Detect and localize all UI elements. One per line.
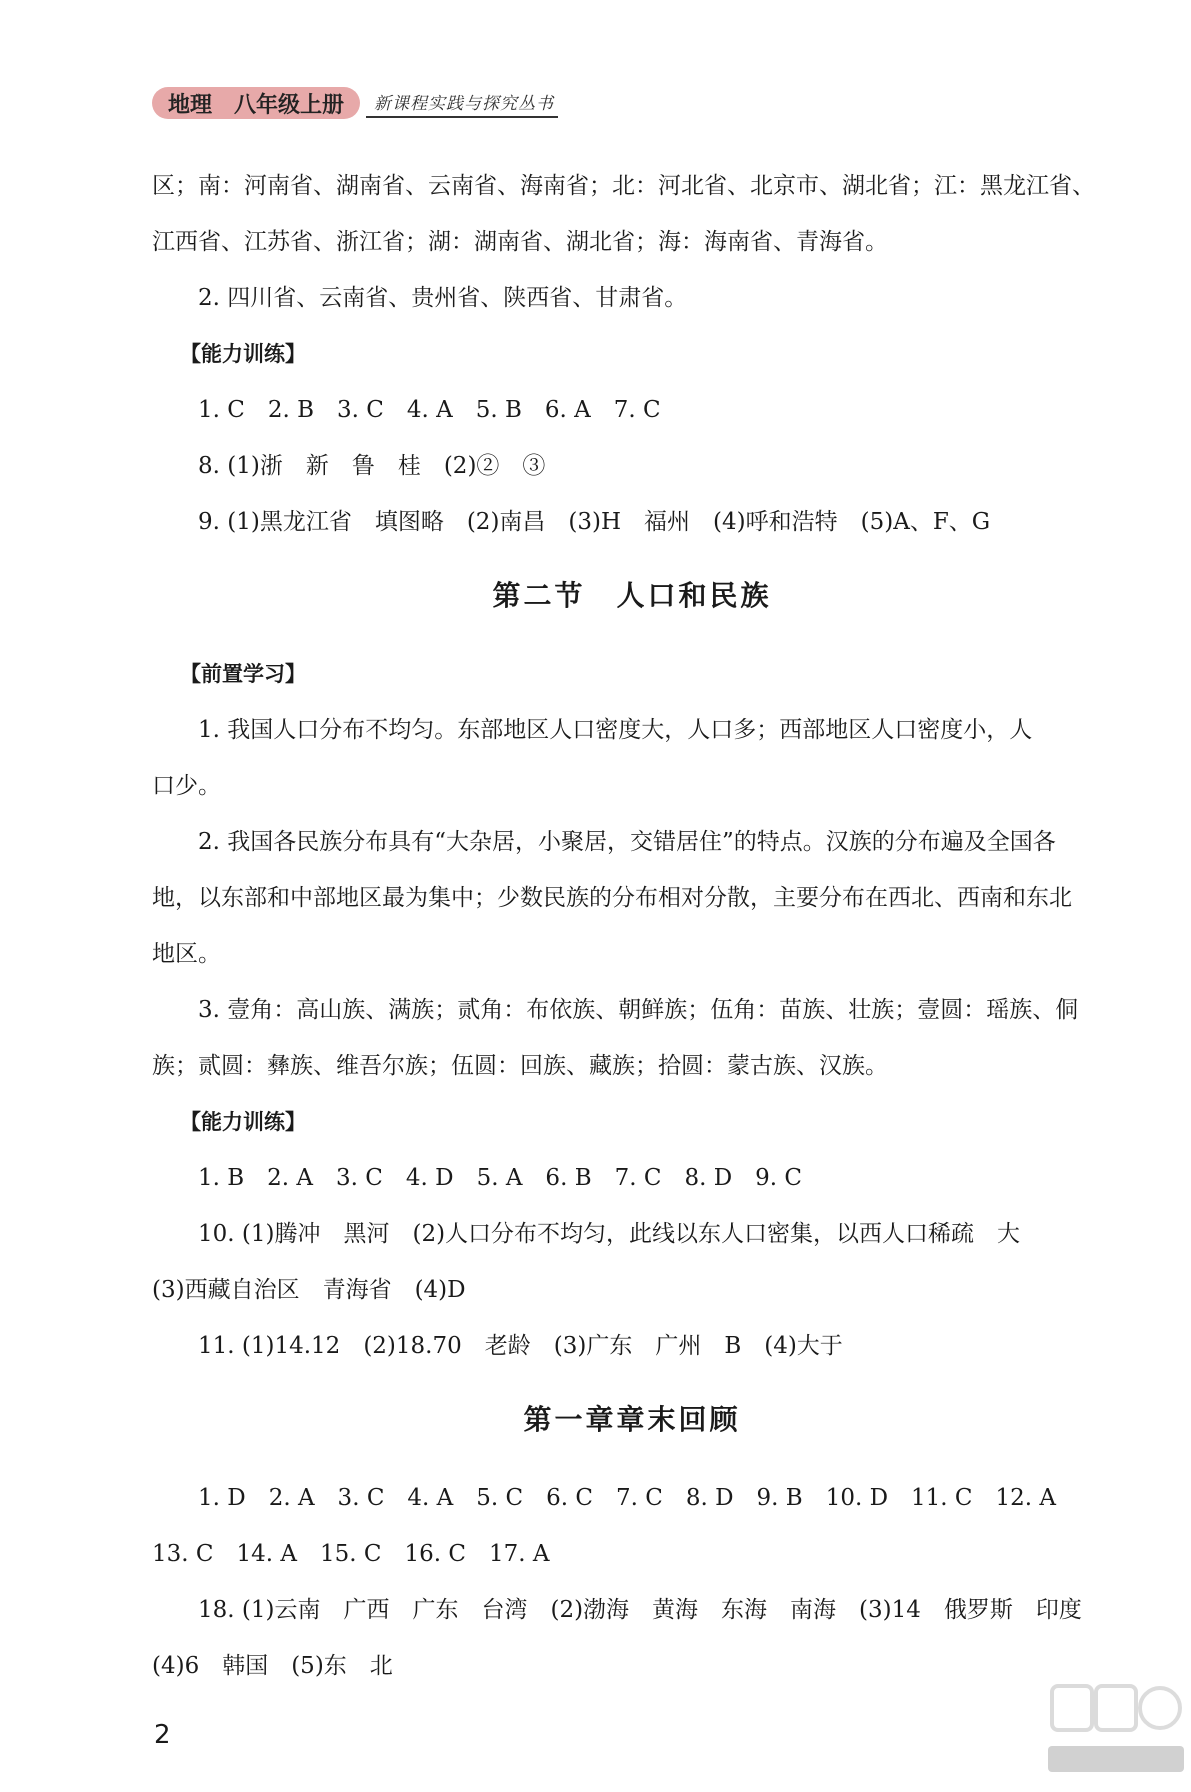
grade-label: 八年级上册 <box>234 92 345 118</box>
text-line: 地区。 <box>152 941 221 967</box>
answer-line: 1. B 2. A 3. C 4. D 5. A 6. B 7. C 8. D 9. C <box>198 1165 802 1191</box>
answer-line: 1. 我国人口分布不均匀。东部地区人口密度大，人口多；西部地区人口密度小，人 <box>198 717 1033 743</box>
answer-line: 3. 壹角：高山族、满族；贰角：布依族、朝鲜族；伍角：苗族、壮族；壹圆：瑶族、侗 <box>198 997 1079 1023</box>
text-line: 口少。 <box>152 773 221 799</box>
section-label-ability: 【能力训练】 <box>180 1110 306 1134</box>
answer-line: 18. (1)云南 广西 广东 台湾 (2)渤海 黄海 东海 南海 (3)14 俄罗斯 印度 <box>198 1597 1082 1623</box>
answer-line: 1. C 2. B 3. C 4. A 5. B 6. A 7. C <box>198 397 661 423</box>
answer-line: 2. 我国各民族分布具有“大杂居，小聚居，交错居住”的特点。汉族的分布遍及全国各 <box>198 829 1056 855</box>
answer-line: 9. (1)黑龙江省 填图略 (2)南昌 (3)H 福州 (4)呼和浩特 (5)A、F、G <box>198 509 991 535</box>
subject-badge <box>152 87 360 119</box>
text-line: 地，以东部和中部地区最为集中；少数民族的分布相对分散，主要分布在西北、西南和东北 <box>152 885 1072 911</box>
answer-line: 1. D 2. A 3. C 4. A 5. C 6. C 7. C 8. D 9. B 10. D 11. C 12. A <box>198 1485 1057 1511</box>
text-line: (4)6 韩国 (5)东 北 <box>152 1653 393 1679</box>
text-line: 13. C 14. A 15. C 16. C 17. A <box>152 1541 550 1567</box>
page-header <box>152 86 558 120</box>
answer-line: 11. (1)14.12 (2)18.70 老龄 (3)广东 广州 B (4)大于 <box>198 1333 843 1359</box>
answer-line: 10. (1)腾冲 黑河 (2)人口分布不均匀，此线以东人口密集，以西人口稀疏 大 <box>198 1221 1021 1247</box>
section-label-preview: 【前置学习】 <box>180 662 306 686</box>
page-number: 2 <box>154 1720 171 1750</box>
section-label-ability: 【能力训练】 <box>180 342 306 366</box>
text-line: 江西省、江苏省、浙江省；湖：湖南省、湖北省；海：海南省、青海省。 <box>152 229 888 255</box>
chapter-review-title: 第一章章末回顾 <box>523 1403 741 1436</box>
watermark-logo-icon <box>1046 1676 1186 1786</box>
text-line: 族；贰圆：彝族、维吾尔族；伍圆：回族、藏族；拾圆：蒙古族、汉族。 <box>152 1053 888 1079</box>
answer-line: 2. 四川省、云南省、贵州省、陕西省、甘肃省。 <box>198 285 688 311</box>
text-line: 区；南：河南省、湖南省、云南省、海南省；北：河北省、北京市、湖北省；江：黑龙江省、 <box>152 173 1095 199</box>
page-content <box>152 158 1112 1694</box>
section-title: 第二节 人口和民族 <box>492 579 772 612</box>
answer-line: 8. (1)浙 新 鲁 桂 (2)② ③ <box>198 453 546 479</box>
series-title: 新课程实践与探究丛书 <box>366 89 558 118</box>
subject-label: 地理 <box>168 92 213 118</box>
text-line: (3)西藏自治区 青海省 (4)D <box>152 1277 466 1303</box>
